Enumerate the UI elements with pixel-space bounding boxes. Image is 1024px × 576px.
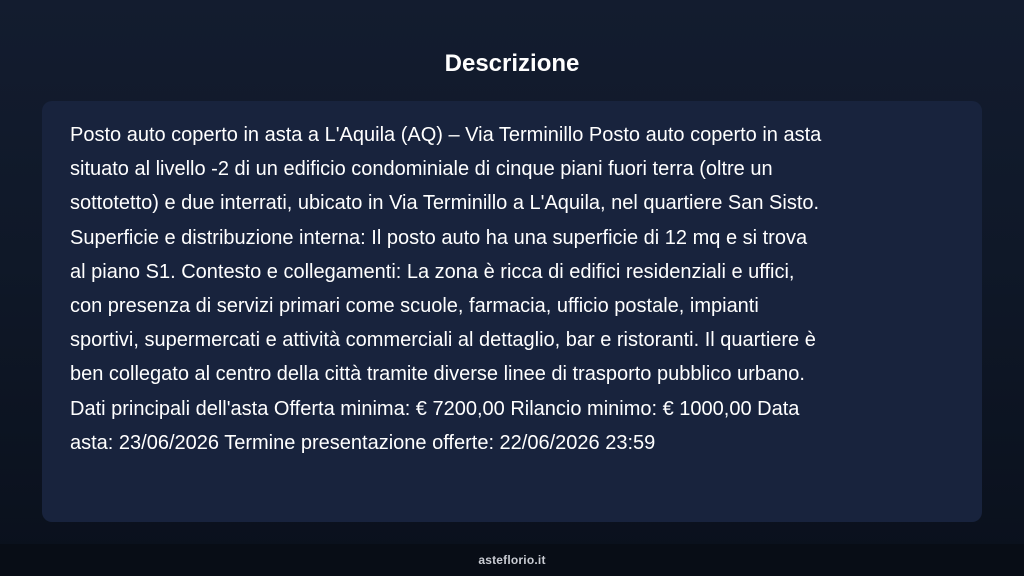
description-line: al piano S1. Contesto e collegamenti: La zona è ricca di edifici residenziali e uffici, (70, 260, 795, 283)
description-line: Superficie e distribuzione interna: Il posto auto ha una superficie di 12 mq e si trova (70, 226, 808, 249)
description-line: Posto auto coperto in asta a L'Aquila (AQ) – Via Terminillo Posto auto coperto in asta (70, 124, 822, 146)
description-line: con presenza di servizi primari come scuole, farmacia, ufficio postale, impianti (70, 295, 759, 318)
description-line: ben collegato al centro della città tramite diverse linee di trasporto pubblico urbano. (70, 363, 805, 386)
description-line: Dati principali dell'asta Offerta minima: € 7200,00 Rilancio minimo: € 1000,00 Data (70, 397, 800, 420)
description-line: asta: 23/06/2026 Termine presentazione offerte: 22/06/2026 23:59 (70, 431, 656, 454)
section-title: Descrizione (444, 50, 580, 77)
site-name: asteflorio.it (478, 553, 546, 567)
description-line: sportivi, supermercati e attività commerciali al dettaglio, bar e ristoranti. Il quartiere è (70, 329, 816, 352)
description-line: sottotetto) e due interrati, ubicato in Via Terminillo a L'Aquila, nel quartiere San Sisto. (70, 192, 820, 215)
footer-bar (0, 544, 1024, 576)
description-line: situato al livello -2 di un edificio condominiale di cinque piani fuori terra (oltre un (70, 158, 773, 181)
description-card (42, 101, 982, 522)
description-text (70, 118, 954, 460)
